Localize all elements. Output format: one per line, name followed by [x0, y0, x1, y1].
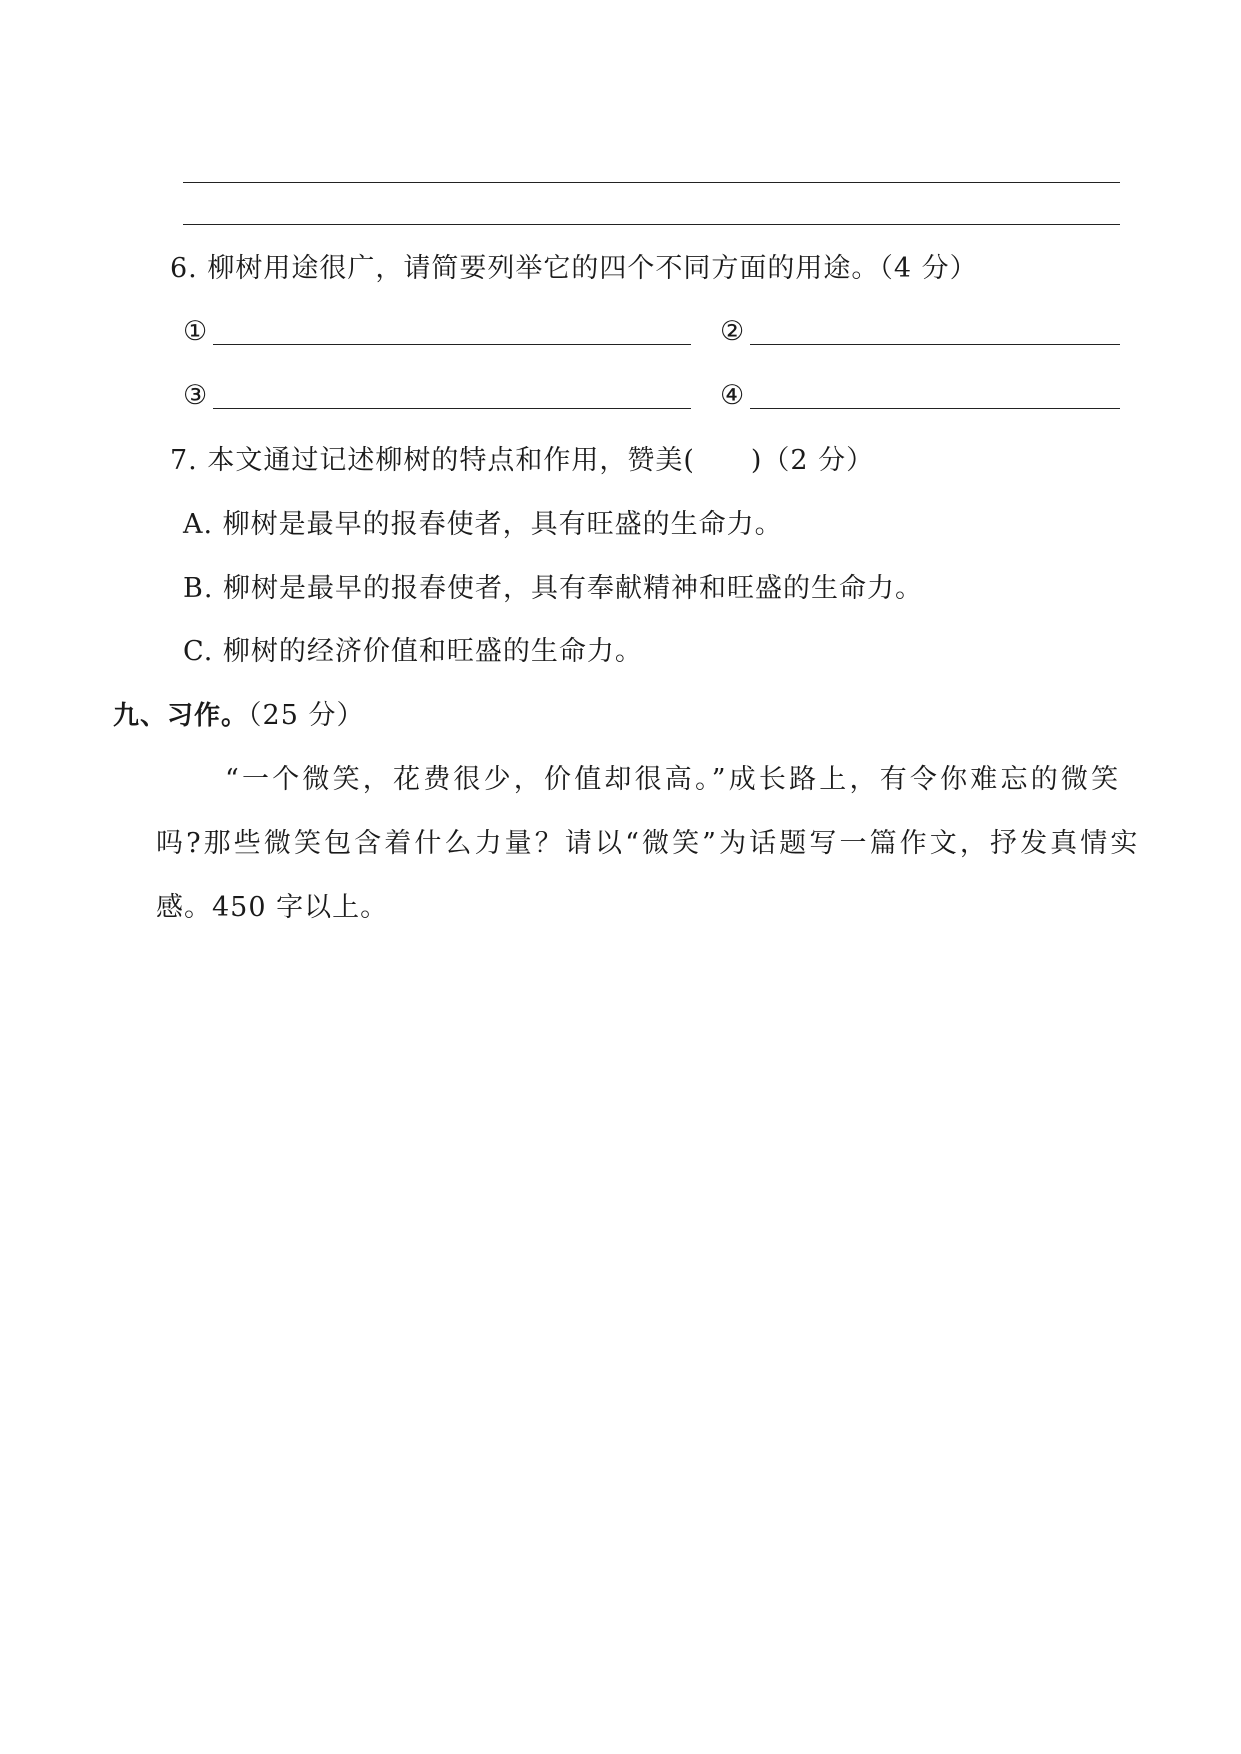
- section-9-title: 九、习作。: [113, 701, 249, 731]
- blank-1-marker: ①: [183, 316, 208, 347]
- blank-2-marker: ②: [720, 316, 745, 347]
- essay-prompt-line-1: “一个微笑，花费很少，价值却很高。”成长路上，有令你难忘的微笑: [225, 764, 1122, 795]
- question-7-option-c: C. 柳树的经济价值和旺盛的生命力。: [183, 636, 643, 667]
- question-7-option-b: B. 柳树是最早的报春使者，具有奉献精神和旺盛的生命力。: [183, 573, 924, 604]
- blank-3-marker: ③: [183, 380, 208, 411]
- blank-4-marker: ④: [720, 380, 745, 411]
- question-7-option-a: A. 柳树是最早的报春使者，具有旺盛的生命力。: [183, 509, 783, 540]
- blank-1-line[interactable]: [213, 344, 691, 345]
- answer-line-top-2: [183, 224, 1120, 225]
- blank-2-line[interactable]: [750, 344, 1120, 345]
- question-7-prompt: 7. 本文通过记述柳树的特点和作用，赞美( )（2 分）: [170, 445, 875, 476]
- section-9-heading: [113, 698, 364, 734]
- essay-prompt-line-2: 吗?那些微笑包含着什么力量？请以“微笑”为话题写一篇作文，抒发真情实: [156, 828, 1141, 859]
- essay-prompt-line-3: 感。450 字以上。: [156, 892, 389, 923]
- section-9-score: （25 分）: [248, 700, 365, 731]
- answer-line-top-1: [183, 182, 1120, 183]
- question-6-prompt: 6. 柳树用途很广，请简要列举它的四个不同方面的用途。（4 分）: [170, 253, 978, 284]
- blank-3-line[interactable]: [213, 408, 691, 409]
- blank-4-line[interactable]: [750, 408, 1120, 409]
